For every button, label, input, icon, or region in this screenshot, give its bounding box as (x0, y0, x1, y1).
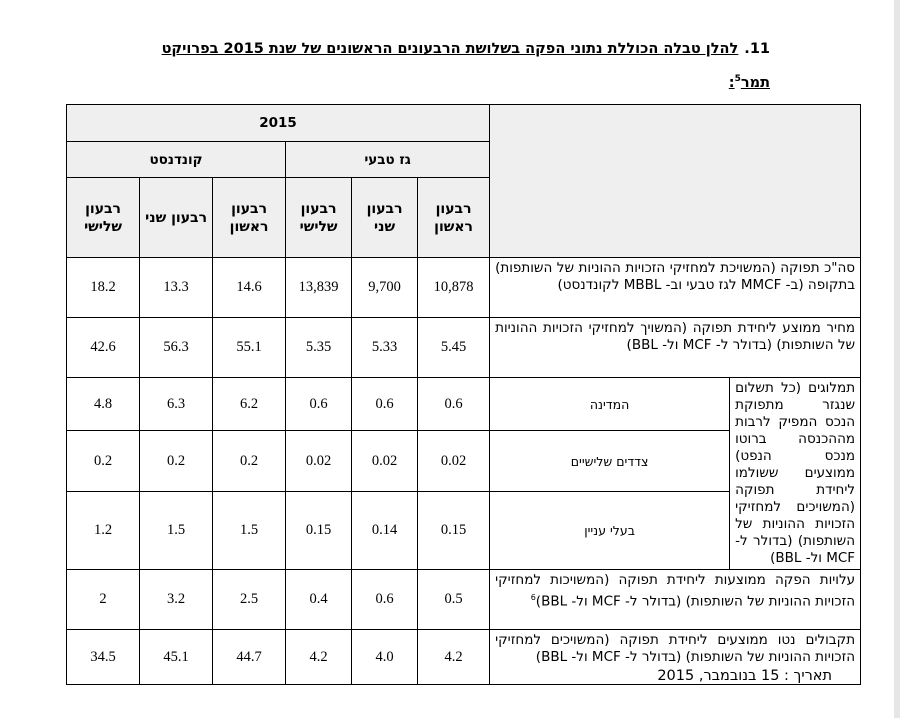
heading-title: להלן טבלה הכוללת נתוני הפקה בשלושת הרבעונים הראשונים של שנת 2015 בפרויקט (161, 41, 739, 57)
cond-q1-header: רבעון ראשון (213, 178, 286, 258)
gas-q2-header: רבעון שני (352, 178, 418, 258)
table-cell: 4.2 (418, 630, 490, 685)
gas-q1-header: רבעון ראשון (418, 178, 490, 258)
table-cell: 0.6 (286, 378, 352, 431)
footnote-6: 6 (530, 593, 536, 602)
heading-title-end: תמר (740, 74, 770, 91)
table-cell: 4.2 (286, 630, 352, 685)
table-cell: 0.6 (352, 570, 418, 630)
table-cell: 0.2 (67, 431, 140, 492)
table-cell: 14.6 (213, 258, 286, 318)
table-row (67, 570, 861, 630)
year-header: 2015 (67, 105, 490, 142)
table-cell: 1.2 (67, 492, 140, 570)
table-cell: 0.15 (286, 492, 352, 570)
cond-q3-header: רבעון שלישי (67, 178, 140, 258)
table-cell: 2.5 (213, 570, 286, 630)
table-cell: 0.02 (286, 431, 352, 492)
table-cell: 0.2 (213, 431, 286, 492)
table-cell: 10,878 (418, 258, 490, 318)
table-cell: 34.5 (67, 630, 140, 685)
table-cell: 0.6 (418, 378, 490, 431)
table-cell: 0.2 (140, 431, 213, 492)
table-cell: 13,839 (286, 258, 352, 318)
table-row (67, 258, 861, 318)
table-cell: 2 (67, 570, 140, 630)
table-cell: 6.3 (140, 378, 213, 431)
table-cell: 0.6 (352, 378, 418, 431)
table-cell: 42.6 (67, 318, 140, 378)
heading-number: 11. (744, 41, 770, 57)
row-label-net-receipts: תקבולים נטו ממוצעים ליחידת תפוקה (המשויכים למחזיקי הזכויות ההוניות של השותפות) (בדולר ל- MCF ול- BBL) (490, 630, 861, 685)
table-cell: 0.15 (418, 492, 490, 570)
document-date: תאריך : 15 בנובמבר, 2015 (657, 668, 832, 684)
table-cell: 0.02 (352, 431, 418, 492)
table-cell: 44.7 (213, 630, 286, 685)
sublabel-state: המדינה (490, 378, 730, 431)
table-cell: 5.33 (352, 318, 418, 378)
table-cell: 18.2 (67, 258, 140, 318)
table-cell: 5.35 (286, 318, 352, 378)
table-cell: 1.5 (213, 492, 286, 570)
table-cell: 4.8 (67, 378, 140, 431)
table-cell: 1.5 (140, 492, 213, 570)
row-label-avg-price: מחיר ממוצע ליחידת תפוקה (המשויך למחזיקי הזכויות ההוניות של השותפות) (בדולר ל- MCF ול- BBL) (490, 318, 861, 378)
table-cell: 0.02 (418, 431, 490, 492)
table-cell: 0.14 (352, 492, 418, 570)
table-cell: 0.5 (418, 570, 490, 630)
table-cell: 13.3 (140, 258, 213, 318)
row-label-total-output: סה"כ תפוקה (המשויכת למחזיקי הזכויות ההוניות של השותפות) בתקופה (ב- MMCF לגז טבעי וב- MBBL לקונדנסט) (490, 258, 861, 318)
scrollbar[interactable] (894, 0, 900, 718)
table-cell: 3.2 (140, 570, 213, 630)
table-cell: 6.2 (213, 378, 286, 431)
table-cell: 56.3 (140, 318, 213, 378)
corner-cell (490, 105, 861, 258)
row-label-production-costs: עלויות הפקה ממוצעות ליחידת תפוקה (המשויכות למחזיקי הזכויות ההוניות של השותפות) (בדולר ל- MCF ול- BBL)$^6$ (490, 570, 861, 630)
cond-q2-header: רבעון שני (140, 178, 213, 258)
heading-line-2 (130, 64, 770, 98)
table-cell: 0.4 (286, 570, 352, 630)
sublabel-interested-parties: בעלי עניין (490, 492, 730, 570)
table-cell: 55.1 (213, 318, 286, 378)
table-cell: 9,700 (352, 258, 418, 318)
table-row (67, 318, 861, 378)
table-cell: 5.45 (418, 318, 490, 378)
sublabel-third-parties: צדדים שלישיים (490, 431, 730, 492)
table-cell: 4.0 (352, 630, 418, 685)
production-table (66, 104, 861, 685)
gas-q3-header: רבעון שלישי (286, 178, 352, 258)
section-heading (130, 34, 770, 98)
heading-colon: : (728, 74, 735, 91)
condensate-header: קונדנסט (67, 142, 286, 178)
table-cell: 45.1 (140, 630, 213, 685)
table-row (67, 378, 861, 431)
heading-line-1 (130, 34, 770, 64)
natural-gas-header: גז טבעי (286, 142, 490, 178)
footnote-5: 5 (734, 74, 741, 84)
row-label-royalties: תמלוגים (כל תשלום שנגזר מתפוקת הנכס המפיק לרבות מההכנסה ברוטו מנכס הנפט) ממוצעים ששולמו ליחידת תפוקה (המשויכים למחזיקי הזכויות ההוניות של השותפות) (בדולר ל- MCF ול- BBL) (730, 378, 861, 570)
